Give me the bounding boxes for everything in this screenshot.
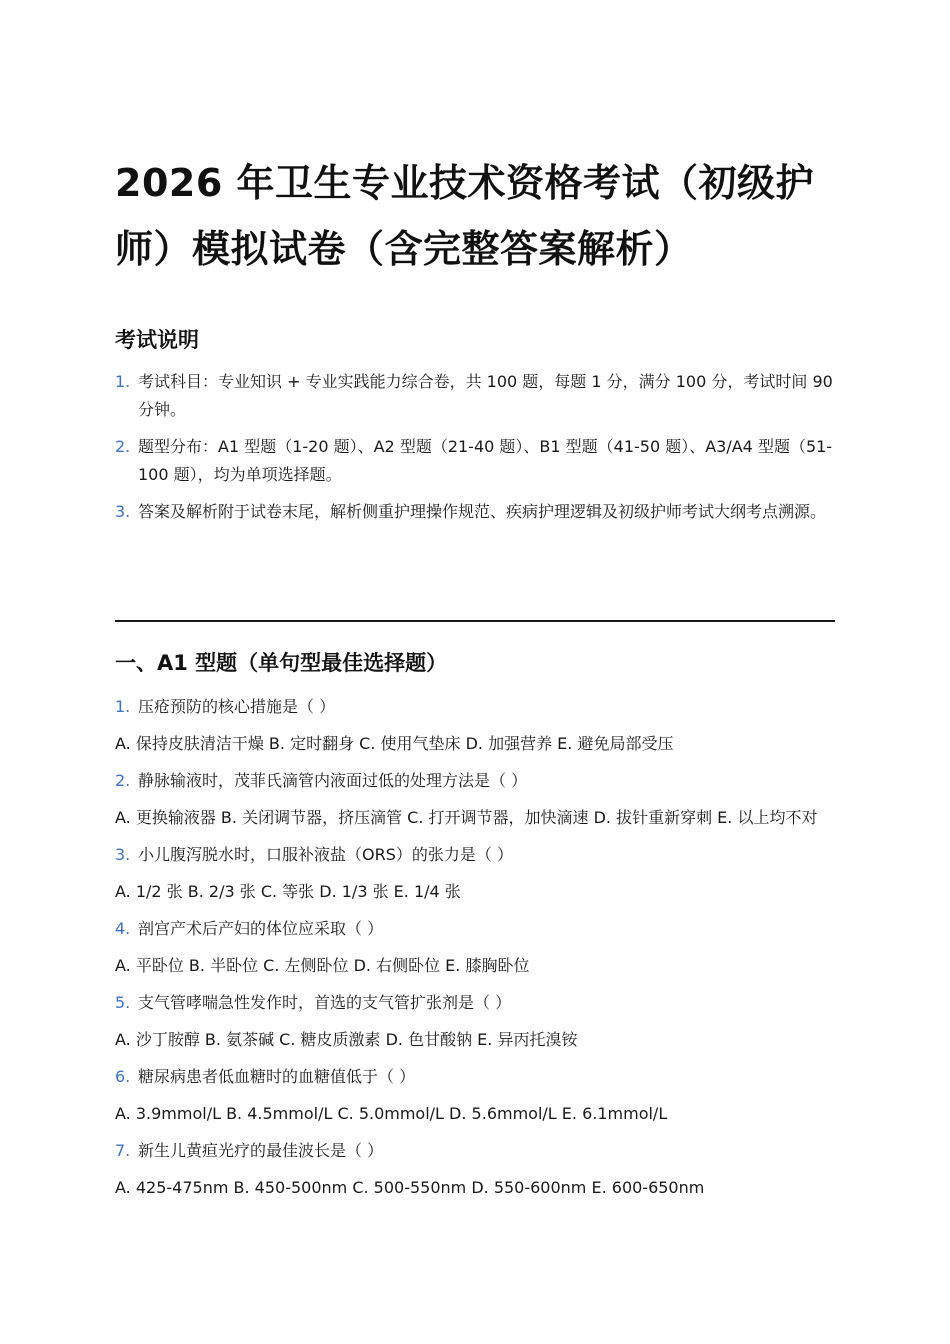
instruction-item-2 bbox=[115, 433, 835, 489]
question-options: A. 1/2 张 B. 2/3 张 C. 等张 D. 1/3 张 E. 1/4 张 bbox=[115, 882, 461, 901]
question-number: 5. bbox=[115, 993, 131, 1012]
instruction-text: 答案及解析附于试卷末尾，解析侧重护理操作规范、疾病护理逻辑及初级护师考试大纲考点溯源。 bbox=[138, 502, 827, 521]
instruction-text: 题型分布：A1 型题（1-20 题）、A2 型题（21-40 题）、B1 型题（41-50 题）、A3/A4 型题（51-100 题），均为单项选择题。 bbox=[138, 437, 833, 484]
question-list bbox=[115, 693, 835, 1211]
question-text: 静脉输液时，茂菲氏滴管内液面过低的处理方法是（ ） bbox=[138, 771, 528, 790]
question-text: 新生儿黄疸光疗的最佳波长是（ ） bbox=[138, 1141, 384, 1160]
question-stem bbox=[115, 989, 835, 1017]
instruction-number: 2. bbox=[115, 437, 131, 456]
instructions-heading: 考试说明 bbox=[115, 328, 199, 352]
section1-heading: 一、A1 型题（单句型最佳选择题） bbox=[115, 651, 448, 675]
question-stem bbox=[115, 915, 835, 943]
question-number: 3. bbox=[115, 845, 131, 864]
instructions-list bbox=[115, 368, 835, 535]
question-number: 6. bbox=[115, 1067, 131, 1086]
instruction-text: 考试科目：专业知识 + 专业实践能力综合卷，共 100 题，每题 1 分，满分 100 分，考试时间 90 分钟。 bbox=[138, 372, 833, 419]
question-stem bbox=[115, 767, 835, 795]
question-text: 压疮预防的核心措施是（ ） bbox=[138, 697, 336, 716]
question-options: A. 425-475nm B. 450-500nm C. 500-550nm D. 550-600nm E. 600-650nm bbox=[115, 1178, 705, 1197]
question-text: 支气管哮喘急性发作时，首选的支气管扩张剂是（ ） bbox=[138, 993, 512, 1012]
instruction-item-1 bbox=[115, 368, 835, 424]
section-divider bbox=[115, 620, 835, 622]
question-stem bbox=[115, 693, 835, 721]
question-options: A. 平卧位 B. 半卧位 C. 左侧卧位 D. 右侧卧位 E. 膝胸卧位 bbox=[115, 956, 530, 975]
question-stem bbox=[115, 1137, 835, 1165]
question-number: 7. bbox=[115, 1141, 131, 1160]
question-text: 糖尿病患者低血糖时的血糖值低于（ ） bbox=[138, 1067, 416, 1086]
question-stem bbox=[115, 841, 835, 869]
instruction-number: 3. bbox=[115, 502, 131, 521]
document-title: 2026 年卫生专业技术资格考试（初级护师）模拟试卷（含完整答案解析） bbox=[115, 161, 814, 271]
question-options: A. 沙丁胺醇 B. 氨茶碱 C. 糖皮质激素 D. 色甘酸钠 E. 异丙托溴铵 bbox=[115, 1030, 578, 1049]
instruction-number: 1. bbox=[115, 372, 131, 391]
question-stem bbox=[115, 1063, 835, 1091]
instruction-item-3 bbox=[115, 498, 835, 526]
question-options: A. 更换输液器 B. 关闭调节器，挤压滴管 C. 打开调节器，加快滴速 D. 拔针重新穿刺 E. 以上均不对 bbox=[115, 808, 818, 827]
question-text: 小儿腹泻脱水时，口服补液盐（ORS）的张力是（ ） bbox=[138, 845, 513, 864]
question-text: 剖宫产术后产妇的体位应采取（ ） bbox=[138, 919, 384, 938]
question-number: 2. bbox=[115, 771, 131, 790]
question-options: A. 3.9mmol/L B. 4.5mmol/L C. 5.0mmol/L D. 5.6mmol/L E. 6.1mmol/L bbox=[115, 1104, 668, 1123]
question-options: A. 保持皮肤清洁干燥 B. 定时翻身 C. 使用气垫床 D. 加强营养 E. 避免局部受压 bbox=[115, 734, 674, 753]
question-number: 1. bbox=[115, 697, 131, 716]
question-number: 4. bbox=[115, 919, 131, 938]
